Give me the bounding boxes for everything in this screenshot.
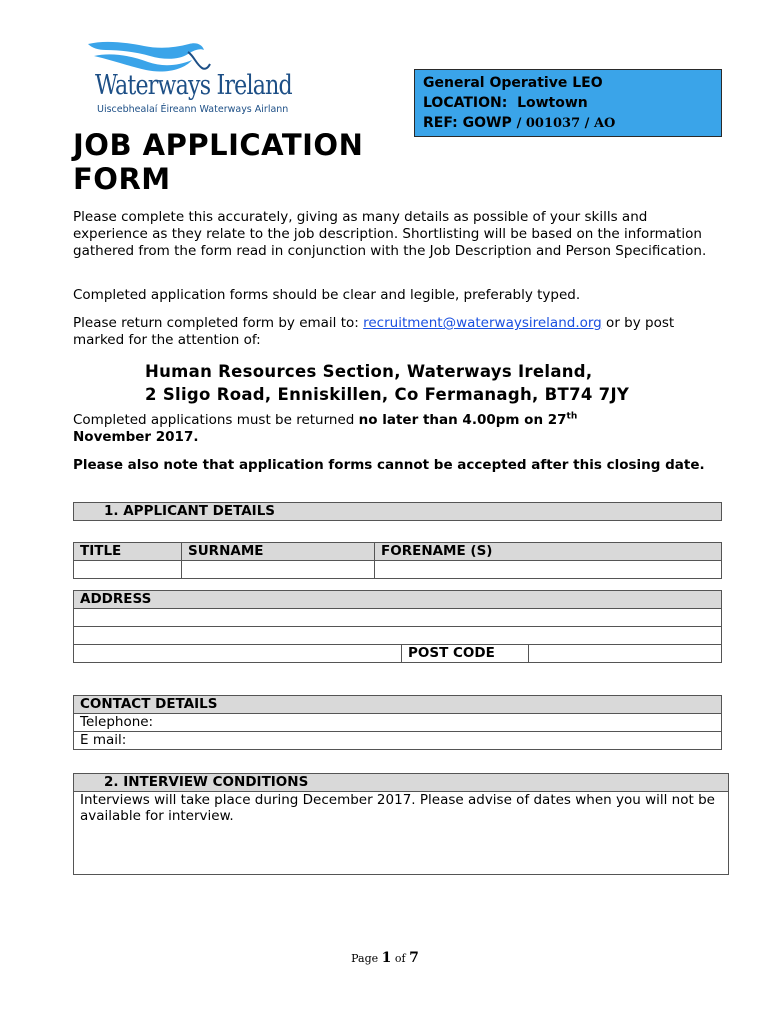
address-line-2-field[interactable]: [74, 627, 722, 645]
forename-column-header: FORENAME (S): [375, 543, 722, 561]
job-info-box: [414, 69, 722, 137]
interview-availability-field[interactable]: Interviews will take place during December 2017. Please advise of dates when you will not be available for interview.: [74, 792, 729, 875]
postcode-label: POST CODE: [402, 645, 529, 663]
contact-heading: CONTACT DETAILS: [74, 696, 722, 714]
logo-wordmark: Waterways Ireland: [95, 70, 292, 101]
deadline-text: Completed applications must be returned no later than 4.00pm on 27th November 2017.: [73, 411, 578, 445]
title-column-header: TITLE: [74, 543, 182, 561]
postcode-field[interactable]: [529, 645, 722, 663]
telephone-field[interactable]: Telephone:: [74, 714, 722, 732]
address-table: [73, 590, 722, 663]
legible-text: Completed application forms should be clear and legible, preferably typed.: [73, 287, 581, 303]
surname-field[interactable]: [182, 561, 375, 579]
job-location: LOCATION: Lowtown: [423, 95, 588, 111]
logo-tagline: Uiscebhealaí Éireann Waterways Airlann: [97, 104, 289, 115]
intro-text: Please complete this accurately, giving as many details as possible of your skills and experience as they relate to the job description. Shortlisting will be based on the information gathered from the form read in conjunction with the Job Description and Person Specification.: [73, 209, 707, 259]
forename-field[interactable]: [375, 561, 722, 579]
interview-table: [73, 773, 729, 875]
page-title: JOB APPLICATION FORM: [73, 128, 364, 196]
job-reference: REF: GOWP / 001037 / AO: [423, 115, 616, 131]
page-number: Page 1 of 7: [351, 950, 419, 966]
address-line-3-field[interactable]: [74, 645, 402, 663]
postal-address: Human Resources Section, Waterways Ireland, 2 Sligo Road, Enniskillen, Co Fermanagh, BT74 7JY: [145, 362, 630, 404]
section1-header: 1. APPLICANT DETAILS: [73, 502, 722, 521]
contact-table: [73, 695, 722, 750]
section2-header: 2. INTERVIEW CONDITIONS: [74, 774, 729, 792]
title-field[interactable]: [74, 561, 182, 579]
address-label: ADDRESS: [74, 591, 722, 609]
job-title: General Operative LEO: [423, 75, 603, 91]
closing-note: Please also note that application forms cannot be accepted after this closing date.: [73, 457, 705, 473]
email-link[interactable]: recruitment@waterwaysireland.org: [363, 315, 602, 331]
surname-column-header: SURNAME: [182, 543, 375, 561]
return-instructions: Please return completed form by email to: recruitment@waterwaysireland.org or by post marked for the attention of:: [73, 315, 675, 348]
email-field[interactable]: E mail:: [74, 732, 722, 750]
name-table: [73, 542, 722, 579]
address-line-1-field[interactable]: [74, 609, 722, 627]
